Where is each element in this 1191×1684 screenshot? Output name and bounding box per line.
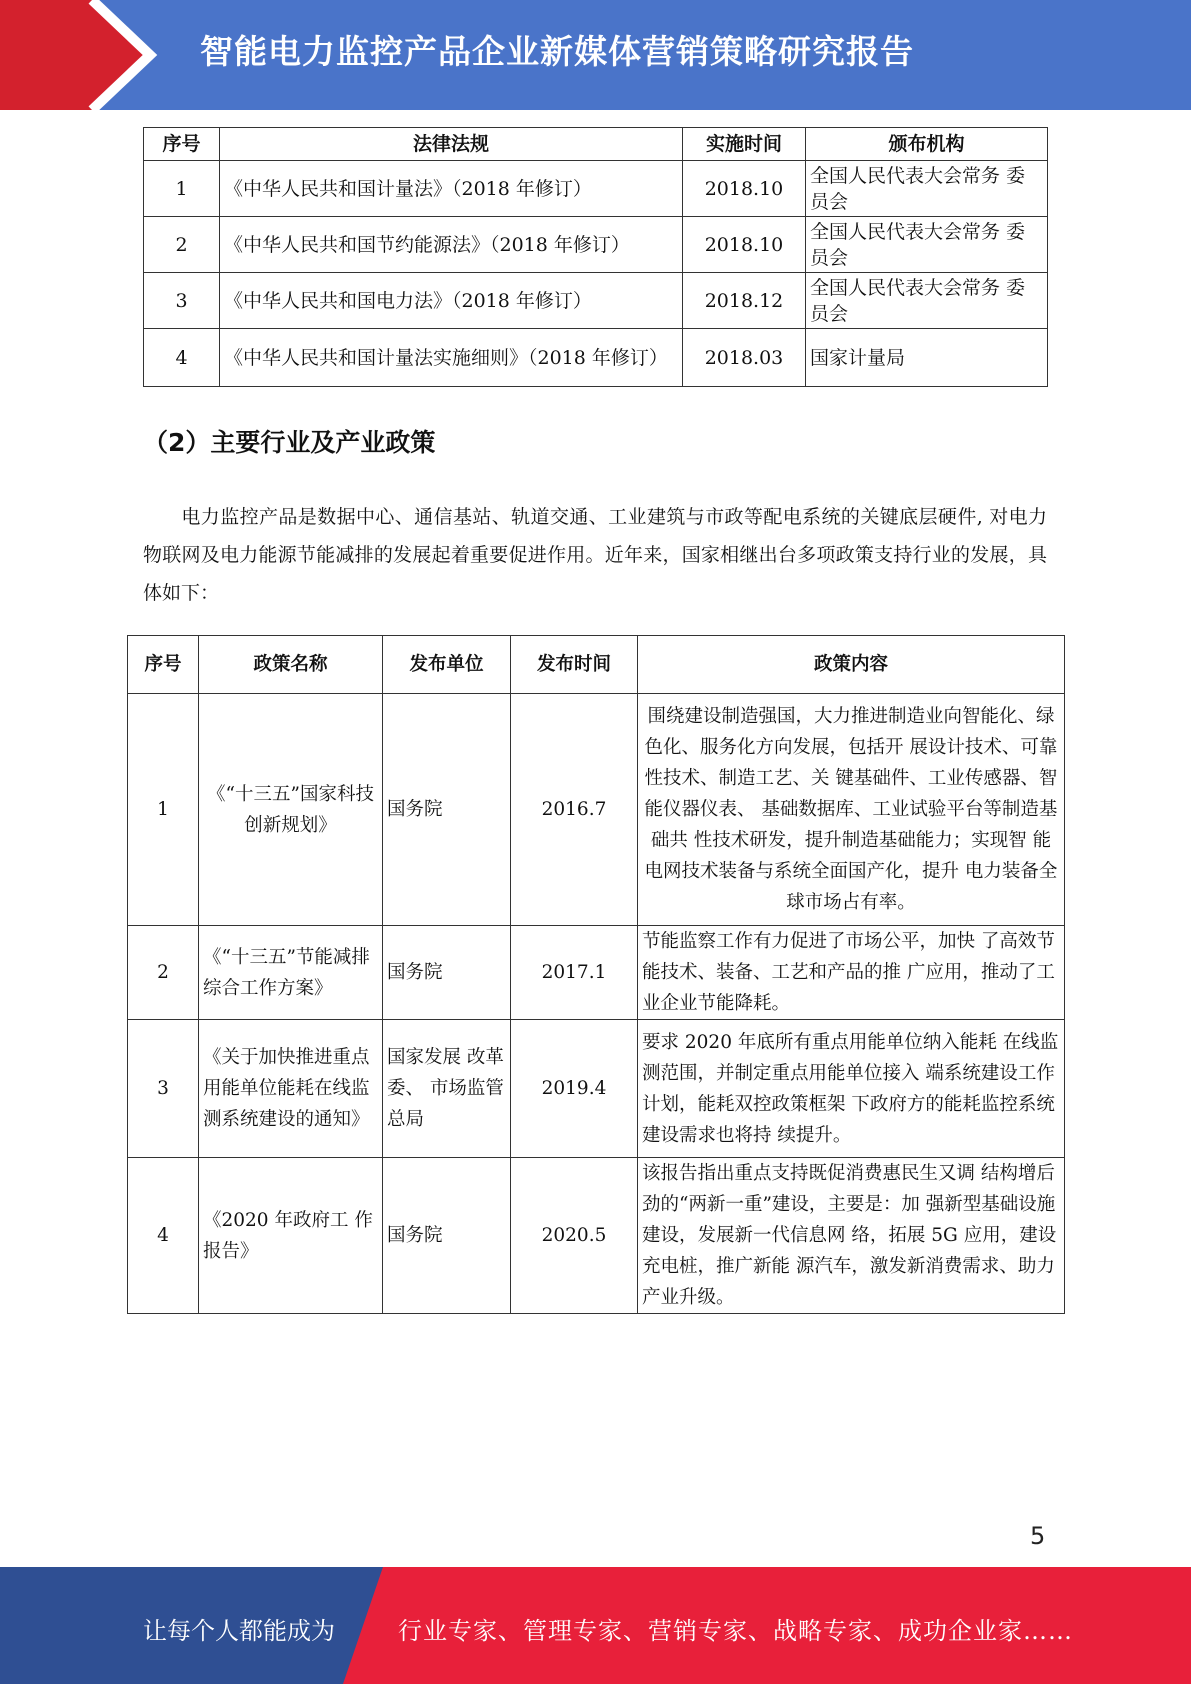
table-row [144,329,1048,387]
cell: 《中华人民共和国电力法》（2018 年修订） [220,273,683,329]
page-footer [0,1567,1191,1684]
cell: 《关于加快推进重点用能单位能耗在线监测系统建设的通知》 [199,1020,383,1158]
cell: 2018.10 [683,161,806,217]
table-row [128,1020,1065,1158]
table-row [144,161,1048,217]
cell: 国务院 [383,1158,511,1314]
table-row [144,217,1048,273]
page-header [0,0,1191,110]
cell: 国务院 [383,694,511,926]
page-number: 5 [1030,1522,1046,1550]
cell: 全国人民代表大会常务 委员会 [806,161,1048,217]
col-header: 发布单位 [383,636,511,694]
cell: 3 [144,273,220,329]
policy-table-header-row [128,636,1065,694]
col-header: 序号 [144,128,220,161]
table-row [128,1158,1065,1314]
policy-table [127,635,1065,1314]
cell: 2018.12 [683,273,806,329]
cell: 节能监察工作有力促进了市场公平，加快 了高效节能技术、装备、工艺和产品的推 广应用，推动了工业企业节能降耗。 [638,926,1065,1020]
cell: 《中华人民共和国节约能源法》（2018 年修订） [220,217,683,273]
cell: 2 [144,217,220,273]
col-header: 序号 [128,636,199,694]
footer-slogan-left: 让每个人都能成为 [143,1617,335,1645]
cell: 1 [128,694,199,926]
cell: 国家计量局 [806,329,1048,387]
col-header: 发布时间 [511,636,638,694]
cell: 国家发展 改革委、 市场监管 总局 [383,1020,511,1158]
cell: 4 [128,1158,199,1314]
report-title: 智能电力监控产品企业新媒体营销策略研究报告 [200,32,914,71]
cell: 《“十三五”国家科技创新规划》 [199,694,383,926]
cell: 3 [128,1020,199,1158]
col-header: 实施时间 [683,128,806,161]
cell: 《2020 年政府工 作报告》 [199,1158,383,1314]
laws-table [143,127,1048,387]
cell: 《中华人民共和国计量法实施细则》（2018 年修订） [220,329,683,387]
section-heading: （2）主要行业及产业政策 [143,428,436,457]
cell: 2018.10 [683,217,806,273]
cell: 该报告指出重点支持既促消费惠民生又调 结构增后劲的“两新一重”建设，主要是：加 强新型基础设施建设，发展新一代信息网 络，拓展 5G 应用，建设充电桩，推广新能 源汽车，激发新消费需求、助力产业升级。 [638,1158,1065,1314]
cell: 全国人民代表大会常务 委员会 [806,217,1048,273]
table-row [128,694,1065,926]
col-header: 政策名称 [199,636,383,694]
table-row [144,273,1048,329]
footer-slogan-right: 行业专家、管理专家、营销专家、战略专家、成功企业家…… [398,1617,1073,1645]
cell: 2 [128,926,199,1020]
cell: 《中华人民共和国计量法》（2018 年修订） [220,161,683,217]
body-paragraph [143,498,1047,612]
cell: 2017.1 [511,926,638,1020]
cell: 要求 2020 年底所有重点用能单位纳入能耗 在线监测范围，并制定重点用能单位接入 端系统建设工作计划，能耗双控政策框架 下政府方的能耗监控系统建设需求也将持 续提升。 [638,1020,1065,1158]
cell: 围绕建设制造强国，大力推进制造业向智能化、绿色化、服务化方向发展，包括开 展设计技术、可靠性技术、制造工艺、关 键基础件、工业传感器、智能仪器仪表、 基础数据库、工业试验平台等制造基础共 性技术研发，提升制造基础能力；实现智 能电网技术装备与系统全面国产化，提升 电力装备全球市场占有率。 [638,694,1065,926]
cell: 《“十三五”节能减排综合工作方案》 [199,926,383,1020]
cell: 2020.5 [511,1158,638,1314]
cell: 2016.7 [511,694,638,926]
laws-table-header-row [144,128,1048,161]
cell: 2018.03 [683,329,806,387]
cell: 4 [144,329,220,387]
col-header: 颁布机构 [806,128,1048,161]
col-header: 政策内容 [638,636,1065,694]
cell: 2019.4 [511,1020,638,1158]
cell: 国务院 [383,926,511,1020]
cell: 全国人民代表大会常务 委员会 [806,273,1048,329]
paragraph-text: 电力监控产品是数据中心、通信基站、轨道交通、工业建筑与市政等配电系统的关键底层硬件, 对电力物联网及电力能源节能减排的发展起着重要促进作用。近年来，国家相继出台多项政策支持行业的发展，具体如下： [143,506,1047,604]
col-header: 法律法规 [220,128,683,161]
table-row [128,926,1065,1020]
cell: 1 [144,161,220,217]
